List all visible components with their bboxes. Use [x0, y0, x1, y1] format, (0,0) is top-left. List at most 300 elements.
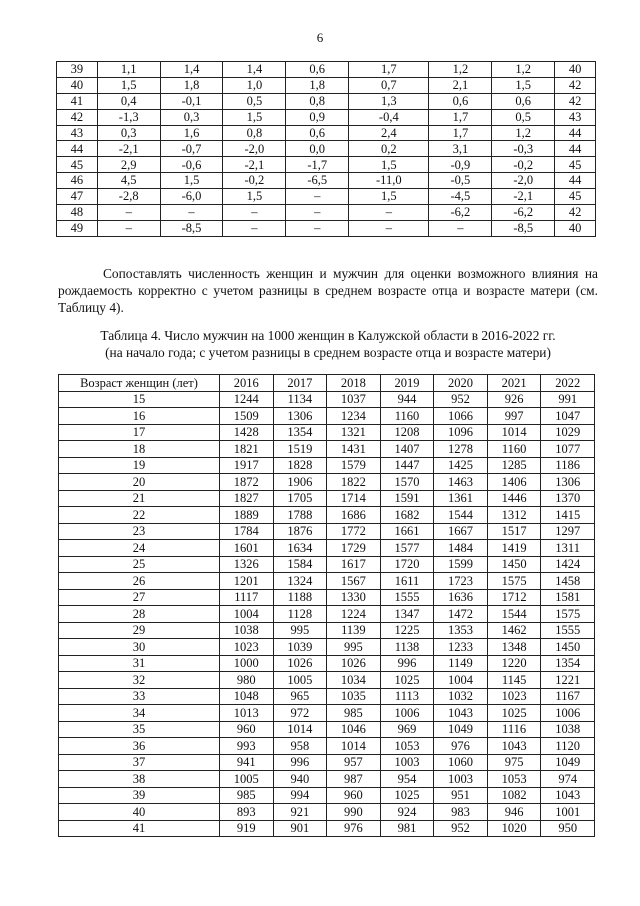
- table-cell: 1348: [487, 639, 541, 656]
- table-cell: 17: [59, 424, 220, 441]
- table-cell: 1712: [487, 589, 541, 606]
- table-cell: 1053: [380, 738, 434, 755]
- table-cell: 1822: [327, 474, 381, 491]
- table-cell: 1025: [380, 787, 434, 804]
- table-cell: 0,8: [223, 125, 286, 141]
- table-row: [59, 622, 595, 639]
- table-cell: 1821: [220, 441, 274, 458]
- table-row: [57, 205, 596, 221]
- table-cell: -8,5: [160, 220, 223, 236]
- table-cell: 1330: [327, 589, 381, 606]
- table-cell: 44: [555, 125, 596, 141]
- table-cell: 1682: [380, 507, 434, 524]
- table-row: [59, 474, 595, 491]
- table-cell: 1555: [380, 589, 434, 606]
- table-cell: 1324: [273, 573, 327, 590]
- table-cell: –: [429, 220, 492, 236]
- table-cell: 1361: [434, 490, 488, 507]
- table-cell: 1,7: [429, 125, 492, 141]
- column-header: 2020: [434, 375, 488, 392]
- table-cell: 1544: [487, 606, 541, 623]
- table-cell: 1014: [487, 424, 541, 441]
- table-cell: 41: [59, 820, 220, 837]
- table-cell: –: [286, 189, 349, 205]
- table-cell: 42: [57, 109, 98, 125]
- table-cell: 919: [220, 820, 274, 837]
- table-cell: 1312: [487, 507, 541, 524]
- table-cell: 1579: [327, 457, 381, 474]
- table-cell: 960: [327, 787, 381, 804]
- table-cell: 1306: [273, 408, 327, 425]
- table-cell: 1,5: [349, 157, 429, 173]
- table-cell: 1406: [487, 474, 541, 491]
- table-cell: 21: [59, 490, 220, 507]
- table-cell: -6,0: [160, 189, 223, 205]
- table-cell: 1,5: [492, 77, 555, 93]
- table-cell: 0,7: [349, 77, 429, 93]
- table-caption: [58, 327, 598, 361]
- table-cell: -4,5: [429, 189, 492, 205]
- table-cell: 1661: [380, 523, 434, 540]
- table-cell: 1462: [487, 622, 541, 639]
- table-cell: 26: [59, 573, 220, 590]
- table-cell: 18: [59, 441, 220, 458]
- table-cell: 1584: [273, 556, 327, 573]
- table-row: [59, 556, 595, 573]
- table-cell: 1,4: [160, 62, 223, 78]
- table-cell: 0,3: [160, 109, 223, 125]
- table-cell: 2,4: [349, 125, 429, 141]
- table-cell: 1326: [220, 556, 274, 573]
- table-cell: 1096: [434, 424, 488, 441]
- table-cell: 1906: [273, 474, 327, 491]
- table-cell: 35: [59, 721, 220, 738]
- table-cell: 1,5: [223, 109, 286, 125]
- table-row: [57, 173, 596, 189]
- table-cell: 1049: [434, 721, 488, 738]
- table-cell: 1039: [273, 639, 327, 656]
- table-cell: 1004: [220, 606, 274, 623]
- table-cell: –: [349, 220, 429, 236]
- table-cell: 1014: [327, 738, 381, 755]
- table-cell: 28: [59, 606, 220, 623]
- table-cell: 44: [57, 141, 98, 157]
- table-row: [59, 721, 595, 738]
- table-cell: -2,1: [97, 141, 160, 157]
- table-cell: 27: [59, 589, 220, 606]
- table-cell: 40: [59, 804, 220, 821]
- table-cell: 1221: [541, 672, 595, 689]
- table-cell: 944: [380, 391, 434, 408]
- table-cell: 4,5: [97, 173, 160, 189]
- table-cell: 1043: [487, 738, 541, 755]
- table-cell: 1117: [220, 589, 274, 606]
- table-cell: 1828: [273, 457, 327, 474]
- table-cell: 1458: [541, 573, 595, 590]
- table-cell: -0,9: [429, 157, 492, 173]
- table-cell: 23: [59, 523, 220, 540]
- table-cell: 1,5: [160, 173, 223, 189]
- table-cell: 1,2: [492, 125, 555, 141]
- table-cell: 901: [273, 820, 327, 837]
- table-cell: 42: [555, 205, 596, 221]
- table-cell: 1575: [487, 573, 541, 590]
- table-cell: 1025: [380, 672, 434, 689]
- table-cell: 974: [541, 771, 595, 788]
- table-cell: 1,5: [223, 189, 286, 205]
- table-cell: 1224: [327, 606, 381, 623]
- table-row: [59, 672, 595, 689]
- table-cell: 1876: [273, 523, 327, 540]
- column-header: Возраст женщин (лет): [59, 375, 220, 392]
- table-cell: 2,9: [97, 157, 160, 173]
- table-cell: 1201: [220, 573, 274, 590]
- table-cell: 1038: [220, 622, 274, 639]
- table-cell: 20: [59, 474, 220, 491]
- table-cell: 1160: [380, 408, 434, 425]
- column-header: 2018: [327, 375, 381, 392]
- table-cell: 997: [487, 408, 541, 425]
- table-cell: 0,6: [492, 93, 555, 109]
- table-cell: 991: [541, 391, 595, 408]
- table-cell: 1419: [487, 540, 541, 557]
- table-cell: 42: [555, 77, 596, 93]
- table-cell: 1082: [487, 787, 541, 804]
- table-cell: 1244: [220, 391, 274, 408]
- table-row: [59, 804, 595, 821]
- table-cell: 45: [555, 189, 596, 205]
- table-cell: 1233: [434, 639, 488, 656]
- table-cell: -0,1: [160, 93, 223, 109]
- table-cell: -6,2: [492, 205, 555, 221]
- table-row: [57, 109, 596, 125]
- sex-ratio-table-head: [59, 375, 595, 392]
- table-cell: 1004: [434, 672, 488, 689]
- table-cell: 1784: [220, 523, 274, 540]
- table-row: [57, 157, 596, 173]
- table-cell: 32: [59, 672, 220, 689]
- table-cell: 1035: [327, 688, 381, 705]
- table-cell: 1599: [434, 556, 488, 573]
- table-cell: 1723: [434, 573, 488, 590]
- table-cell: 975: [487, 754, 541, 771]
- table-cell: 1446: [487, 490, 541, 507]
- table-cell: 19: [59, 457, 220, 474]
- column-header: 2019: [380, 375, 434, 392]
- table-cell: 1447: [380, 457, 434, 474]
- body-paragraph: Сопоставлять численность женщин и мужчин для оценки возможного влияния на рождаемость корректно с учетом разницы в среднем возрасте отца и возрасте матери (см. Таблицу 4).: [58, 266, 598, 315]
- table-cell: 1354: [541, 655, 595, 672]
- table-cell: 1032: [434, 688, 488, 705]
- table-cell: -8,5: [492, 220, 555, 236]
- table-cell: 1053: [487, 771, 541, 788]
- table-cell: 15: [59, 391, 220, 408]
- table-header-row: [59, 375, 595, 392]
- table-cell: 1517: [487, 523, 541, 540]
- table-cell: 47: [57, 189, 98, 205]
- table-cell: 1014: [273, 721, 327, 738]
- table-cell: 1149: [434, 655, 488, 672]
- table-cell: 1047: [541, 408, 595, 425]
- table-cell: 1472: [434, 606, 488, 623]
- table-cell: 1026: [273, 655, 327, 672]
- table-cell: 990: [327, 804, 381, 821]
- table-cell: –: [97, 205, 160, 221]
- table-cell: 1023: [487, 688, 541, 705]
- table-row: [59, 457, 595, 474]
- table-cell: 1234: [327, 408, 381, 425]
- table-cell: 39: [57, 62, 98, 78]
- page-number: 6: [316, 30, 324, 45]
- table-cell: 1049: [541, 754, 595, 771]
- table-cell: -0,7: [160, 141, 223, 157]
- table-cell: 1139: [327, 622, 381, 639]
- table-cell: 1667: [434, 523, 488, 540]
- table-cell: 954: [380, 771, 434, 788]
- table-cell: 1634: [273, 540, 327, 557]
- table-row: [57, 189, 596, 205]
- table-cell: 1705: [273, 490, 327, 507]
- table-cell: 33: [59, 688, 220, 705]
- table-cell: 1431: [327, 441, 381, 458]
- table-cell: 996: [273, 754, 327, 771]
- table-cell: 1066: [434, 408, 488, 425]
- table-cell: 1020: [487, 820, 541, 837]
- sex-ratio-table: [58, 374, 595, 837]
- table-cell: 1889: [220, 507, 274, 524]
- table-cell: 1555: [541, 622, 595, 639]
- table-cell: 1591: [380, 490, 434, 507]
- table-cell: 45: [555, 157, 596, 173]
- table-row: [59, 771, 595, 788]
- table-cell: 1060: [434, 754, 488, 771]
- table-cell: 1484: [434, 540, 488, 557]
- column-header: 2016: [220, 375, 274, 392]
- table-row: [59, 523, 595, 540]
- table-cell: 1188: [273, 589, 327, 606]
- table-cell: 1,2: [492, 62, 555, 78]
- table-cell: 1827: [220, 490, 274, 507]
- table-cell: -2,8: [97, 189, 160, 205]
- table-cell: 946: [487, 804, 541, 821]
- table-cell: 987: [327, 771, 381, 788]
- continued-table: [56, 61, 596, 237]
- table-cell: 1186: [541, 457, 595, 474]
- table-cell: 995: [327, 639, 381, 656]
- table-cell: 44: [555, 173, 596, 189]
- table-cell: 1,2: [429, 62, 492, 78]
- table-cell: 1917: [220, 457, 274, 474]
- table-cell: 1003: [434, 771, 488, 788]
- table-cell: 31: [59, 655, 220, 672]
- table-cell: 1425: [434, 457, 488, 474]
- table-cell: 1013: [220, 705, 274, 722]
- table-cell: 1601: [220, 540, 274, 557]
- table-cell: 25: [59, 556, 220, 573]
- table-cell: 893: [220, 804, 274, 821]
- table-cell: 1354: [273, 424, 327, 441]
- table-cell: 16: [59, 408, 220, 425]
- table-cell: 43: [57, 125, 98, 141]
- table-cell: -0,4: [349, 109, 429, 125]
- table-cell: 0,6: [286, 125, 349, 141]
- table-cell: 952: [434, 820, 488, 837]
- table-cell: 1116: [487, 721, 541, 738]
- table-cell: 1003: [380, 754, 434, 771]
- table-cell: 46: [57, 173, 98, 189]
- table-cell: 43: [555, 109, 596, 125]
- table-cell: 985: [220, 787, 274, 804]
- table-cell: 926: [487, 391, 541, 408]
- table-cell: 1167: [541, 688, 595, 705]
- table-cell: 941: [220, 754, 274, 771]
- table-cell: 1686: [327, 507, 381, 524]
- table-cell: 1570: [380, 474, 434, 491]
- sex-ratio-table-body: [59, 391, 595, 837]
- table-cell: 1,7: [429, 109, 492, 125]
- table-cell: 1046: [327, 721, 381, 738]
- table-cell: 972: [273, 705, 327, 722]
- table-cell: 1581: [541, 589, 595, 606]
- table-cell: -2,1: [223, 157, 286, 173]
- table-cell: 0,3: [97, 125, 160, 141]
- table-cell: 1,5: [349, 189, 429, 205]
- table-cell: 40: [555, 220, 596, 236]
- table-cell: 1353: [434, 622, 488, 639]
- table-cell: -0,3: [492, 141, 555, 157]
- table-cell: 1575: [541, 606, 595, 623]
- table-cell: –: [97, 220, 160, 236]
- table-row: [59, 754, 595, 771]
- table-cell: 1311: [541, 540, 595, 557]
- table-cell: 37: [59, 754, 220, 771]
- table-cell: 1407: [380, 441, 434, 458]
- table-cell: 1509: [220, 408, 274, 425]
- table-cell: 42: [555, 93, 596, 109]
- table-cell: -6,2: [429, 205, 492, 221]
- table-cell: 1729: [327, 540, 381, 557]
- table-cell: 1,4: [223, 62, 286, 78]
- table-cell: 1025: [487, 705, 541, 722]
- table-cell: 1,7: [349, 62, 429, 78]
- table-cell: 40: [555, 62, 596, 78]
- table-row: [59, 490, 595, 507]
- table-cell: 1428: [220, 424, 274, 441]
- table-cell: 1145: [487, 672, 541, 689]
- table-cell: 0,8: [286, 93, 349, 109]
- table-cell: 1120: [541, 738, 595, 755]
- table-row: [59, 688, 595, 705]
- table-cell: 957: [327, 754, 381, 771]
- table-cell: 39: [59, 787, 220, 804]
- table-cell: 0,5: [223, 93, 286, 109]
- table-cell: 36: [59, 738, 220, 755]
- column-header: 2022: [541, 375, 595, 392]
- table-cell: 993: [220, 738, 274, 755]
- table-cell: -2,0: [492, 173, 555, 189]
- table-cell: –: [223, 220, 286, 236]
- table-cell: 44: [555, 141, 596, 157]
- table-cell: 976: [434, 738, 488, 755]
- table-cell: 1043: [434, 705, 488, 722]
- table-cell: 1225: [380, 622, 434, 639]
- table-cell: 41: [57, 93, 98, 109]
- table-cell: 1,1: [97, 62, 160, 78]
- table-cell: 921: [273, 804, 327, 821]
- table-row: [59, 540, 595, 557]
- continued-table-body: [57, 62, 596, 237]
- table-row: [59, 787, 595, 804]
- table-cell: 1026: [327, 655, 381, 672]
- table-cell: 958: [273, 738, 327, 755]
- table-cell: 1077: [541, 441, 595, 458]
- table-row: [59, 655, 595, 672]
- table-cell: –: [223, 205, 286, 221]
- table-cell: –: [286, 220, 349, 236]
- table-cell: 950: [541, 820, 595, 837]
- table-cell: 49: [57, 220, 98, 236]
- table-cell: 1577: [380, 540, 434, 557]
- table-cell: -0,2: [492, 157, 555, 173]
- table-row: [57, 141, 596, 157]
- table-cell: 1567: [327, 573, 381, 590]
- table-cell: -1,3: [97, 109, 160, 125]
- table-cell: 38: [59, 771, 220, 788]
- table-cell: 1450: [541, 639, 595, 656]
- table-cell: –: [349, 205, 429, 221]
- table-cell: 980: [220, 672, 274, 689]
- table-cell: 1463: [434, 474, 488, 491]
- table-cell: 0,9: [286, 109, 349, 125]
- table-cell: 29: [59, 622, 220, 639]
- table-row: [57, 93, 596, 109]
- table-cell: 1872: [220, 474, 274, 491]
- table-cell: 1772: [327, 523, 381, 540]
- table-cell: 1113: [380, 688, 434, 705]
- table-cell: 1029: [541, 424, 595, 441]
- table-cell: 0,6: [286, 62, 349, 78]
- table-cell: 1788: [273, 507, 327, 524]
- table-cell: 0,4: [97, 93, 160, 109]
- table-cell: 1208: [380, 424, 434, 441]
- table-cell: -0,5: [429, 173, 492, 189]
- table-row: [59, 639, 595, 656]
- table-cell: 24: [59, 540, 220, 557]
- table-cell: 1424: [541, 556, 595, 573]
- table-cell: 40: [57, 77, 98, 93]
- table-row: [59, 573, 595, 590]
- table-caption-line-1: Таблица 4. Число мужчин на 1000 женщин в Калужской области в 2016-2022 гг.: [100, 328, 556, 343]
- table-cell: 1138: [380, 639, 434, 656]
- table-cell: 1347: [380, 606, 434, 623]
- table-cell: 1,3: [349, 93, 429, 109]
- table-cell: 1544: [434, 507, 488, 524]
- table-cell: 1000: [220, 655, 274, 672]
- table-cell: 960: [220, 721, 274, 738]
- table-cell: 1278: [434, 441, 488, 458]
- table-cell: 1321: [327, 424, 381, 441]
- table-cell: 1450: [487, 556, 541, 573]
- table-cell: 1636: [434, 589, 488, 606]
- table-row: [59, 424, 595, 441]
- table-row: [59, 589, 595, 606]
- table-cell: 1306: [541, 474, 595, 491]
- table-cell: 1006: [541, 705, 595, 722]
- table-cell: 0,6: [429, 93, 492, 109]
- table-row: [57, 77, 596, 93]
- table-cell: 965: [273, 688, 327, 705]
- table-cell: 1034: [327, 672, 381, 689]
